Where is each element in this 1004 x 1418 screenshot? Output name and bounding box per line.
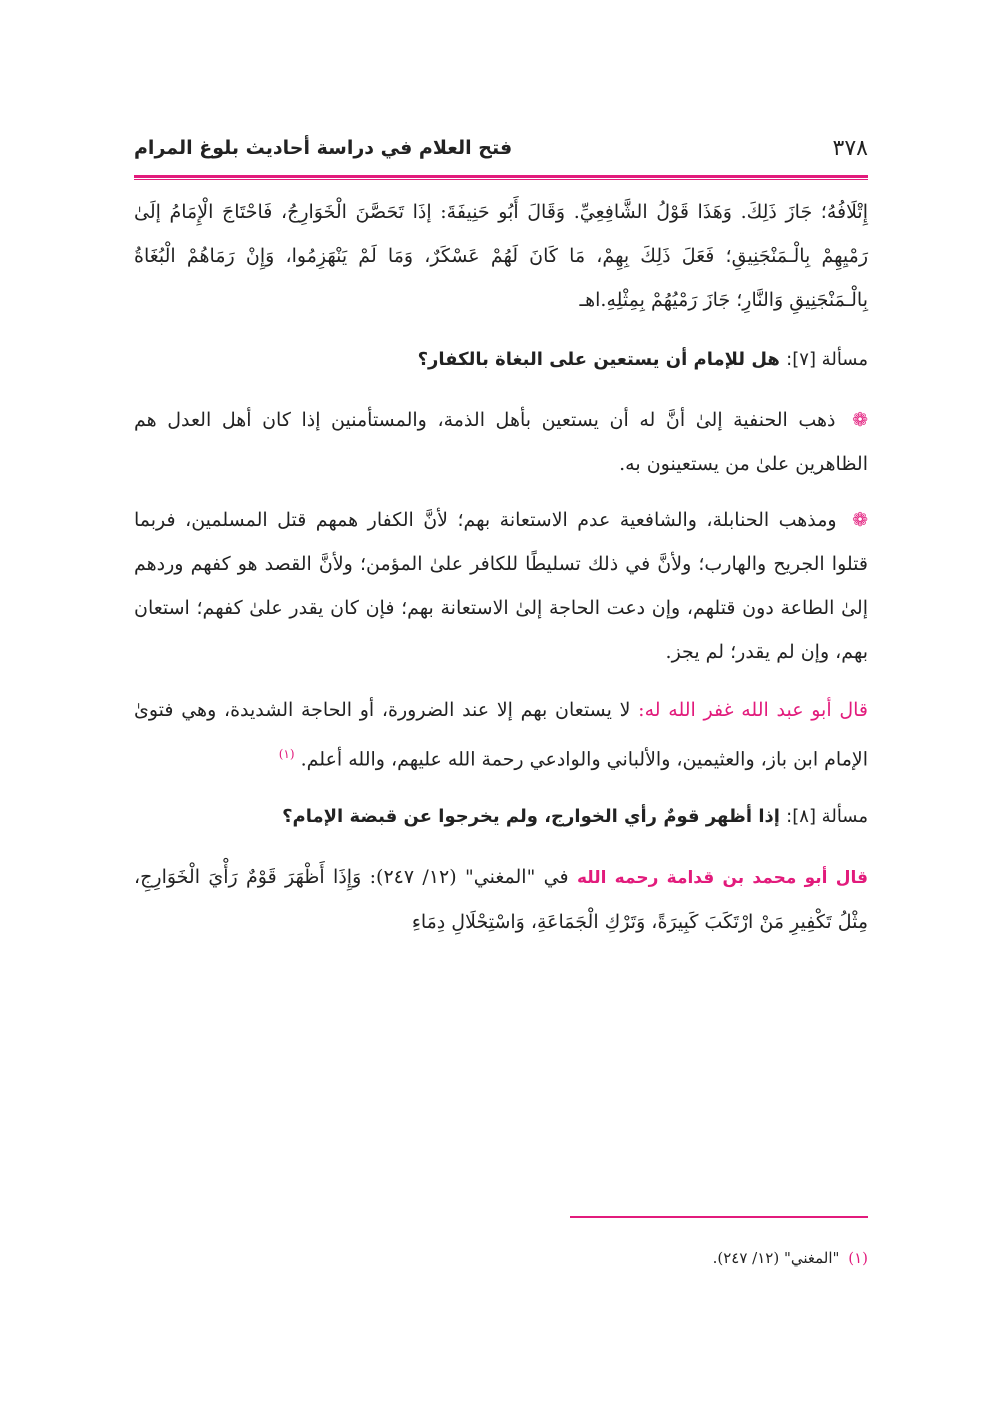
opinion-author: قال أبو عبد الله غفر الله له:: [638, 699, 868, 721]
question-label: مسألة [٨]:: [786, 806, 868, 828]
quote-paragraph: [134, 855, 868, 944]
question-heading-7: [134, 338, 868, 382]
footnote-reference[interactable]: (١): [278, 747, 295, 761]
flower-bullet-icon: ❁: [852, 509, 868, 531]
question-text: هل للإمام أن يستعين على البغاة بالكفار؟: [417, 349, 780, 370]
footnote-text: "المغني" (١٢/ ٢٤٧).: [712, 1249, 840, 1267]
flower-bullet-icon: ❁: [852, 409, 868, 431]
quote-source: في "المغني" (١٢/ ٢٤٧):: [369, 866, 569, 889]
question-text: إذا أظهر قومٌ رأي الخوارج، ولم يخرجوا عن قبضة الإمام؟: [282, 806, 780, 828]
opinion-text: لا يستعان بهم إلا عند الضرورة، أو الحاجة الشديدة، وهي فتوىٰ الإمام ابن باز، والعثيمين، والألباني والوادعي رحمة الله عليهم، والله أعلم.: [134, 699, 868, 771]
main-content: [134, 190, 868, 944]
page-header: [134, 128, 868, 168]
bullet-paragraph: [134, 498, 868, 674]
question-heading-8: [134, 795, 868, 839]
page-number: ٣٧٨: [832, 135, 868, 161]
bullet-paragraph: [134, 398, 868, 486]
bullet-text: ومذهب الحنابلة، والشافعية عدم الاستعانة بهم؛ لأنَّ الكفار همهم قتل المسلمين، فربما قتلوا الجريح والهارب؛ ولأنَّ في ذلك تسليطًا للكافر علىٰ المؤمن؛ ولأنَّ القصد هو كفهم وردهم إلىٰ الطاعة دون قتلهم، وإن دعت الحاجة إلىٰ الاستعانة بهم؛ فإن كان يقدر علىٰ كفهم؛ استعان بهم، وإن لم يقدر؛ لم يجز.: [134, 509, 868, 663]
footnote-divider: [570, 1216, 868, 1218]
continued-paragraph: إِتْلَافُهُ؛ جَازَ ذَلِكَ. وَهَذَا قَوْلُ الشَّافِعِيِّ. وَقَالَ أَبُو حَنِيفَةَ: إذَا تَحَصَّنَ الْخَوَارِجُ، فَاحْتَاجَ الْإِمَامُ إلَىٰ رَمْيِهِمْ بِالْـمَنْجَنِيقِ؛ فَعَلَ ذَلِكَ بِهِمْ، مَا كَانَ لَهُمْ عَسْكَرٌ، وَمَا لَمْ يَنْهَزِمُوا، وَإِنْ رَمَاهُمْ الْبُغَاةُ بِالْـمَنْجَنِيقِ وَالنَّارِ؛ جَازَ رَمْيُهُمْ بِمِثْلِهِ.اهـ: [134, 201, 868, 311]
footnote-number: (١): [848, 1249, 868, 1267]
book-title: فتح العلام في دراسة أحاديث بلوغ المرام: [134, 137, 513, 159]
quote-text: وَإِذَا أَظْهَرَ قَوْمٌ رَأْيَ الْخَوَارِجِ، مِثْلُ تَكْفِيرِ مَنْ ارْتَكَبَ كَبِيرَةً، وَتَرْكِ الْجَمَاعَةِ، وَاسْتِحْلَالِ دِمَاءِ: [134, 866, 868, 934]
footnote: [134, 1246, 868, 1270]
author-opinion: [134, 688, 868, 781]
quote-author: قال أبو محمد بن قدامة رحمه الله: [576, 868, 868, 889]
bullet-text: ذهب الحنفية إلىٰ أنَّ له أن يستعين بأهل الذمة، والمستأمنين إذا كان أهل العدل هم الظاهرين علىٰ من يستعينون به.: [134, 409, 868, 475]
header-divider: [134, 175, 868, 180]
question-label: مسألة [٧]:: [786, 349, 868, 370]
